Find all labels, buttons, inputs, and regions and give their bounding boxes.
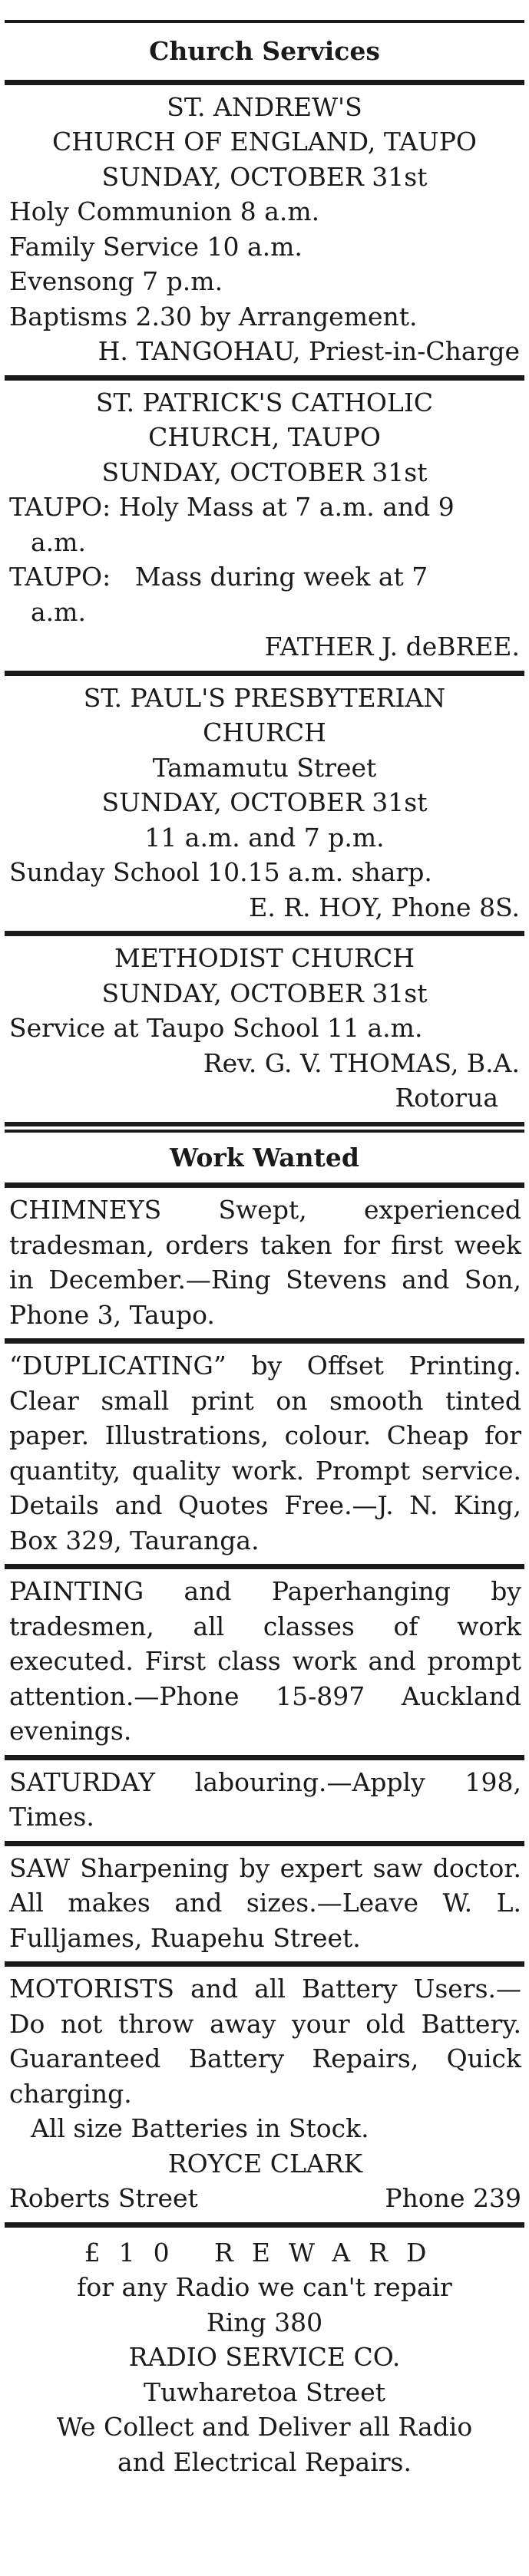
ad-text: “DUPLICATING” by Offset Printing. Clear small print on smooth tinted paper. Illustrations, colour. Cheap for quantity, quality work. Prompt service. Details and Quotes Free.—J. N. King, Box 329, Tauranga. bbox=[9, 1351, 521, 1555]
minister-signature: FATHER J. deBREE. bbox=[264, 632, 520, 661]
methodist-notice bbox=[0, 936, 529, 1122]
church-name: CHURCH OF ENGLAND, TAUPO bbox=[52, 127, 477, 157]
rule bbox=[5, 80, 524, 85]
advertiser-address bbox=[9, 2181, 521, 2216]
service-times: 11 a.m. and 7 p.m. bbox=[144, 822, 385, 853]
minister-signature: Rev. G. V. THOMAS, B.A. bbox=[203, 1047, 520, 1078]
rule bbox=[5, 1338, 524, 1344]
service-line: Sunday School 10.15 a.m. sharp. bbox=[9, 857, 432, 887]
ad-text: SAW Sharpening by expert saw doctor. All makes and sizes.—Leave W. L. Fulljames, Ruapehu Street. bbox=[9, 1852, 521, 1953]
service-line: a.m. bbox=[31, 526, 86, 557]
reward-line: and Electrical Repairs. bbox=[117, 2446, 412, 2477]
rule bbox=[5, 1564, 524, 1569]
reward-line: for any Radio we can't repair bbox=[77, 2272, 452, 2302]
service-line: TAUPO: Holy Mass at 7 a.m. and 9 bbox=[9, 492, 455, 522]
service-line: Service at Taupo School 11 a.m. bbox=[9, 1013, 423, 1043]
church-name: CHURCH bbox=[203, 717, 326, 747]
ad-text: MOTORISTS and all Battery Users.—Do not throw away your old Battery. Guaranteed Battery Repairs, Quick charging. bbox=[9, 1974, 521, 2109]
service-line: Holy Communion 8 a.m. bbox=[9, 196, 320, 226]
reward-line: Tuwharetoa Street bbox=[144, 2376, 385, 2407]
service-line: TAUPO: Mass during week at 7 bbox=[9, 562, 428, 592]
st-pauls-notice bbox=[0, 676, 529, 932]
rule bbox=[5, 1961, 524, 1967]
rule bbox=[5, 1122, 524, 1126]
church-name: ST. PATRICK'S CATHOLIC bbox=[95, 387, 434, 417]
classified-ad bbox=[0, 1344, 529, 1564]
classified-ad bbox=[0, 1846, 529, 1962]
church-name: ST. PAUL'S PRESBYTERIAN bbox=[83, 682, 446, 713]
classified-ad bbox=[0, 1569, 529, 1755]
church-services-heading: Church Services bbox=[149, 36, 380, 66]
rule bbox=[5, 1182, 524, 1188]
rule bbox=[5, 1130, 524, 1133]
reward-ad bbox=[0, 2228, 529, 2486]
st-patricks-notice bbox=[0, 381, 529, 671]
service-line: Baptisms 2.30 by Arrangement. bbox=[9, 301, 418, 331]
church-name: CHURCH, TAUPO bbox=[148, 422, 381, 452]
church-name: METHODIST CHURCH bbox=[114, 943, 415, 973]
st-andrews-notice bbox=[0, 85, 529, 375]
rule bbox=[5, 1841, 524, 1846]
minister-signature: E. R. HOY, Phone 8S. bbox=[249, 892, 520, 922]
advertiser-phone: Phone 239 bbox=[385, 2183, 521, 2213]
ad-text: All size Batteries in Stock. bbox=[31, 2113, 369, 2143]
rule bbox=[5, 2222, 524, 2228]
ad-text: PAINTING and Paperhanging by tradesmen, all classes of work executed. First class work and prompt attention.—Phone 15-897 Auckland evenings. bbox=[9, 1576, 521, 1746]
top-rule bbox=[5, 20, 524, 23]
minister-location: Rotorua bbox=[395, 1083, 498, 1113]
ad-text: SATURDAY labouring.—Apply 198, Times. bbox=[9, 1766, 521, 1832]
classified-ad bbox=[0, 1967, 529, 2222]
service-line: Evensong 7 p.m. bbox=[9, 266, 223, 296]
service-date: SUNDAY, OCTOBER 31st bbox=[101, 978, 428, 1008]
ad-text: CHIMNEYS Swept, experienced tradesman, orders taken for first week in December.—Ring Stevens and Son, Phone 3, Taupo. bbox=[9, 1195, 521, 1330]
service-date: SUNDAY, OCTOBER 31st bbox=[101, 457, 428, 487]
service-date: SUNDAY, OCTOBER 31st bbox=[101, 161, 428, 192]
classified-ad bbox=[0, 1188, 529, 1338]
minister-signature: H. TANGOHAU, Priest-in-Charge bbox=[98, 336, 520, 366]
service-line: a.m. bbox=[31, 596, 86, 627]
reward-line: We Collect and Deliver all Radio bbox=[56, 2412, 473, 2442]
church-street: Tamamutu Street bbox=[152, 752, 377, 783]
service-date: SUNDAY, OCTOBER 31st bbox=[101, 787, 428, 817]
church-name: ST. ANDREW'S bbox=[167, 91, 362, 122]
rule bbox=[5, 1755, 524, 1760]
rule bbox=[5, 375, 524, 381]
classified-ad bbox=[0, 1760, 529, 1841]
reward-title: £10 REWARD bbox=[84, 2237, 445, 2268]
rule bbox=[5, 931, 524, 936]
work-wanted-heading: Work Wanted bbox=[169, 1142, 359, 1173]
reward-line: RADIO SERVICE CO. bbox=[128, 2342, 401, 2372]
advertiser-name: ROYCE CLARK bbox=[167, 2148, 363, 2179]
service-line: Family Service 10 a.m. bbox=[9, 231, 303, 262]
advertiser-street: Roberts Street bbox=[9, 2183, 198, 2213]
reward-line: Ring 380 bbox=[206, 2307, 323, 2337]
rule bbox=[5, 671, 524, 676]
